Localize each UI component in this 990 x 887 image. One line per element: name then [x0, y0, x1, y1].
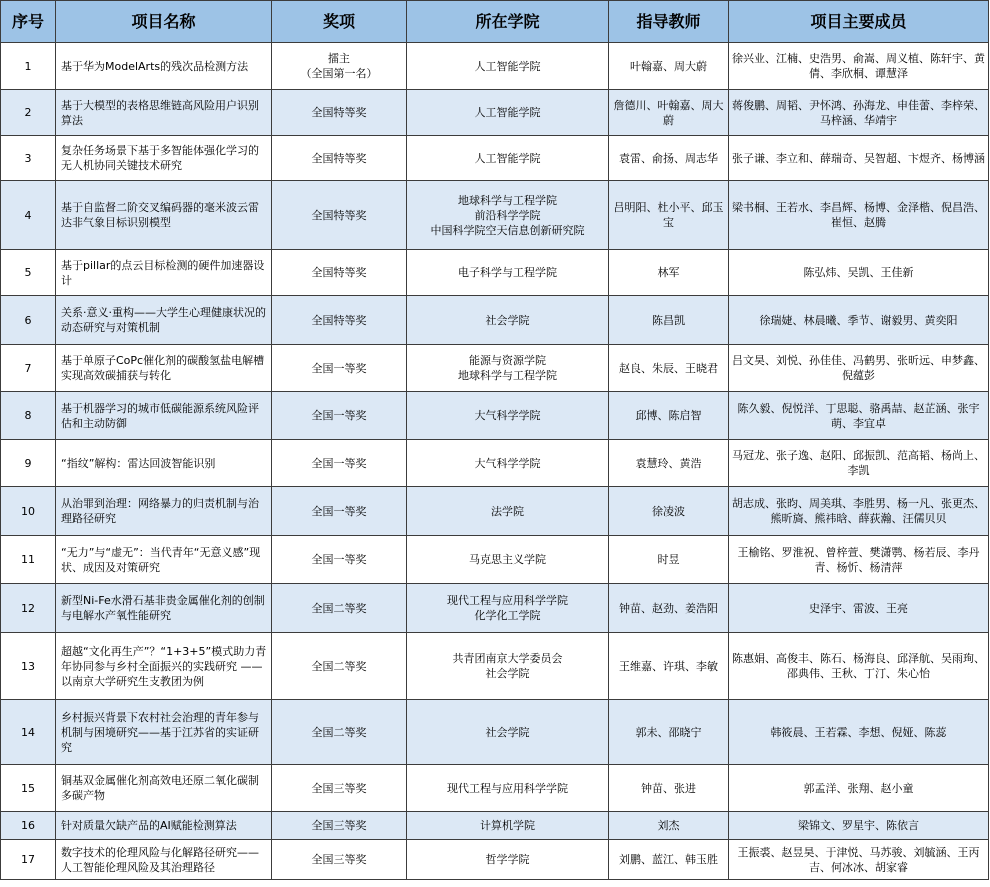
- table-row: [1, 392, 989, 440]
- cell-members: 陈惠娟、高俊丰、陈石、杨海良、邱泽航、吴雨珣、邵典伟、王秋、丁汀、朱心怡: [729, 633, 989, 700]
- header-members: 项目主要成员: [729, 1, 989, 43]
- cell-members: 韩筱晨、王若霖、李想、倪娅、陈蕊: [729, 700, 989, 765]
- cell-index: 11: [1, 536, 56, 584]
- cell-members: 胡志成、张昀、周美琪、李胜男、杨一凡、张更杰、熊昕旖、熊祎晗、薛荻瀚、汪儒贝贝: [729, 487, 989, 536]
- table-row: [1, 765, 989, 812]
- table-row: [1, 584, 989, 633]
- cell-school: 人工智能学院: [407, 90, 609, 136]
- cell-teacher: 时昱: [609, 536, 729, 584]
- cell-members: 陈久毅、倪悦洋、丁思聪、骆禹喆、赵芷涵、张宇萌、李宜卓: [729, 392, 989, 440]
- cell-teacher: 徐凌波: [609, 487, 729, 536]
- cell-project: 关系·意义·重构——大学生心理健康状况的动态研究与对策机制: [56, 296, 272, 345]
- cell-award: 全国三等奖: [272, 840, 407, 880]
- cell-index: 1: [1, 43, 56, 90]
- table-row: [1, 136, 989, 181]
- cell-award: 全国一等奖: [272, 487, 407, 536]
- table-row: [1, 345, 989, 392]
- cell-award: 全国特等奖: [272, 250, 407, 296]
- cell-project: 基于华为ModelArts的残次品检测方法: [56, 43, 272, 90]
- cell-school: 共青团南京大学委员会 社会学院: [407, 633, 609, 700]
- cell-school: 电子科学与工程学院: [407, 250, 609, 296]
- cell-project: 基于大模型的表格思维链高风险用户识别算法: [56, 90, 272, 136]
- cell-members: 梁锦文、罗星宇、陈依言: [729, 812, 989, 840]
- cell-index: 9: [1, 440, 56, 487]
- cell-members: 史泽宇、雷波、王亮: [729, 584, 989, 633]
- cell-index: 10: [1, 487, 56, 536]
- cell-teacher: 袁慧玲、黄浩: [609, 440, 729, 487]
- cell-members: 梁书桐、王若水、李昌辉、杨博、金泽楷、倪昌浩、崔恒、赵腾: [729, 181, 989, 250]
- cell-teacher: 王维嘉、许琪、李敏: [609, 633, 729, 700]
- table-row: [1, 90, 989, 136]
- header-award: 奖项: [272, 1, 407, 43]
- cell-award: 全国三等奖: [272, 765, 407, 812]
- cell-teacher: 郭未、邵晓宁: [609, 700, 729, 765]
- cell-teacher: 林军: [609, 250, 729, 296]
- cell-project: “指纹”解构：雷达回波智能识别: [56, 440, 272, 487]
- table-row: [1, 536, 989, 584]
- cell-award: 全国一等奖: [272, 536, 407, 584]
- cell-index: 14: [1, 700, 56, 765]
- cell-project: 针对质量欠缺产品的AI赋能检测算法: [56, 812, 272, 840]
- cell-members: 王榆铭、罗淮祝、曾梓萱、樊潇鹗、杨若辰、李丹青、杨忻、杨清萍: [729, 536, 989, 584]
- cell-project: 乡村振兴背景下农村社会治理的青年参与机制与困境研究——基于江苏省的实证研究: [56, 700, 272, 765]
- cell-index: 5: [1, 250, 56, 296]
- cell-school: 人工智能学院: [407, 43, 609, 90]
- cell-index: 13: [1, 633, 56, 700]
- cell-award: 全国一等奖: [272, 440, 407, 487]
- cell-teacher: 钟苗、赵劲、姜浩阳: [609, 584, 729, 633]
- cell-award: 全国二等奖: [272, 700, 407, 765]
- cell-index: 7: [1, 345, 56, 392]
- table-row: [1, 296, 989, 345]
- cell-award: 全国一等奖: [272, 345, 407, 392]
- cell-teacher: 邱博、陈启智: [609, 392, 729, 440]
- cell-index: 17: [1, 840, 56, 880]
- cell-project: 超越“文化再生产”？“1+3+5”模式助力青年协同参与乡村全面振兴的实践研究 ——以南京大学研究生支教团为例: [56, 633, 272, 700]
- cell-school: 大气科学学院: [407, 440, 609, 487]
- cell-school: 人工智能学院: [407, 136, 609, 181]
- cell-members: 吕文昊、刘悦、孙佳佳、冯鹤男、张昕远、申梦鑫、倪蕴彭: [729, 345, 989, 392]
- cell-project: 复杂任务场景下基于多智能体强化学习的无人机协同关键技术研究: [56, 136, 272, 181]
- cell-school: 哲学学院: [407, 840, 609, 880]
- cell-members: 陈弘炜、吴凯、王佳新: [729, 250, 989, 296]
- cell-award: 全国特等奖: [272, 90, 407, 136]
- cell-index: 2: [1, 90, 56, 136]
- cell-project: 铜基双金属催化剂高效电还原二氧化碳制多碳产物: [56, 765, 272, 812]
- cell-award: 全国特等奖: [272, 296, 407, 345]
- cell-index: 8: [1, 392, 56, 440]
- table-row: [1, 181, 989, 250]
- cell-school: 现代工程与应用科学学院: [407, 765, 609, 812]
- cell-members: 徐兴业、江楠、史浩男、俞嵩、周义植、陈轩宇、黄倩、李欣桐、谭慧泽: [729, 43, 989, 90]
- cell-teacher: 赵良、朱辰、王晓君: [609, 345, 729, 392]
- cell-award: 全国特等奖: [272, 181, 407, 250]
- cell-award: 擂主 （全国第一名）: [272, 43, 407, 90]
- cell-school: 计算机学院: [407, 812, 609, 840]
- cell-award: 全国二等奖: [272, 584, 407, 633]
- cell-index: 12: [1, 584, 56, 633]
- header-school: 所在学院: [407, 1, 609, 43]
- cell-award: 全国一等奖: [272, 392, 407, 440]
- cell-project: 基于机器学习的城市低碳能源系统风险评估和主动防御: [56, 392, 272, 440]
- header-row: [1, 1, 989, 43]
- cell-index: 6: [1, 296, 56, 345]
- cell-project: 基于自监督二阶交叉编码器的毫米波云雷达非气象目标识别模型: [56, 181, 272, 250]
- cell-school: 现代工程与应用科学学院 化学化工学院: [407, 584, 609, 633]
- header-project: 项目名称: [56, 1, 272, 43]
- cell-index: 15: [1, 765, 56, 812]
- cell-school: 社会学院: [407, 700, 609, 765]
- cell-project: 从治罪到治理：网络暴力的归责机制与治理路径研究: [56, 487, 272, 536]
- table-row: [1, 840, 989, 880]
- cell-members: 徐瑞婕、林晨曦、季节、谢毅男、黄奕阳: [729, 296, 989, 345]
- table-row: [1, 700, 989, 765]
- cell-school: 能源与资源学院 地球科学与工程学院: [407, 345, 609, 392]
- cell-school: 地球科学与工程学院 前沿科学学院 中国科学院空天信息创新研究院: [407, 181, 609, 250]
- cell-members: 马冠龙、张子逸、赵阳、邱振凯、范高韬、杨尚上、李凯: [729, 440, 989, 487]
- cell-award: 全国二等奖: [272, 633, 407, 700]
- header-index: 序号: [1, 1, 56, 43]
- cell-members: 郭孟洋、张翔、赵小童: [729, 765, 989, 812]
- cell-index: 16: [1, 812, 56, 840]
- cell-school: 社会学院: [407, 296, 609, 345]
- table-row: [1, 487, 989, 536]
- table-row: [1, 440, 989, 487]
- cell-school: 法学院: [407, 487, 609, 536]
- table-row: [1, 633, 989, 700]
- table-row: [1, 812, 989, 840]
- cell-index: 3: [1, 136, 56, 181]
- cell-teacher: 袁雷、俞扬、周志华: [609, 136, 729, 181]
- cell-teacher: 刘杰: [609, 812, 729, 840]
- cell-project: 基于单原子CoPc催化剂的碳酸氢盐电解槽实现高效碳捕获与转化: [56, 345, 272, 392]
- table-row: [1, 43, 989, 90]
- cell-project: 数字技术的伦理风险与化解路径研究——人工智能伦理风险及其治理路径: [56, 840, 272, 880]
- cell-index: 4: [1, 181, 56, 250]
- cell-teacher: 刘鹏、蓝江、韩玉胜: [609, 840, 729, 880]
- cell-members: 张子谦、李立和、薛瑞奇、吴智超、卞煜齐、杨博涵: [729, 136, 989, 181]
- cell-teacher: 吕明阳、杜小平、邱玉宝: [609, 181, 729, 250]
- cell-members: 王振裘、赵昱昊、于津悦、马苏骏、刘毓涵、王丙吉、何冰冰、胡家睿: [729, 840, 989, 880]
- cell-teacher: 钟苗、张进: [609, 765, 729, 812]
- cell-award: 全国特等奖: [272, 136, 407, 181]
- cell-teacher: 叶翰嘉、周大蔚: [609, 43, 729, 90]
- table-row: [1, 250, 989, 296]
- header-teacher: 指导教师: [609, 1, 729, 43]
- cell-project: 新型Ni-Fe水滑石基非贵金属催化剂的创制与电解水产氧性能研究: [56, 584, 272, 633]
- cell-school: 马克思主义学院: [407, 536, 609, 584]
- cell-members: 蒋俊鹏、周韬、尹怀鸿、孙海龙、申佳蕾、李梓荣、马梓涵、华靖宇: [729, 90, 989, 136]
- cell-award: 全国三等奖: [272, 812, 407, 840]
- cell-project: “无力”与“虚无”：当代青年“无意义感”现状、成因及对策研究: [56, 536, 272, 584]
- cell-project: 基于pillar的点云目标检测的硬件加速器设计: [56, 250, 272, 296]
- cell-teacher: 陈昌凯: [609, 296, 729, 345]
- cell-school: 大气科学学院: [407, 392, 609, 440]
- cell-teacher: 詹德川、叶翰嘉、周大蔚: [609, 90, 729, 136]
